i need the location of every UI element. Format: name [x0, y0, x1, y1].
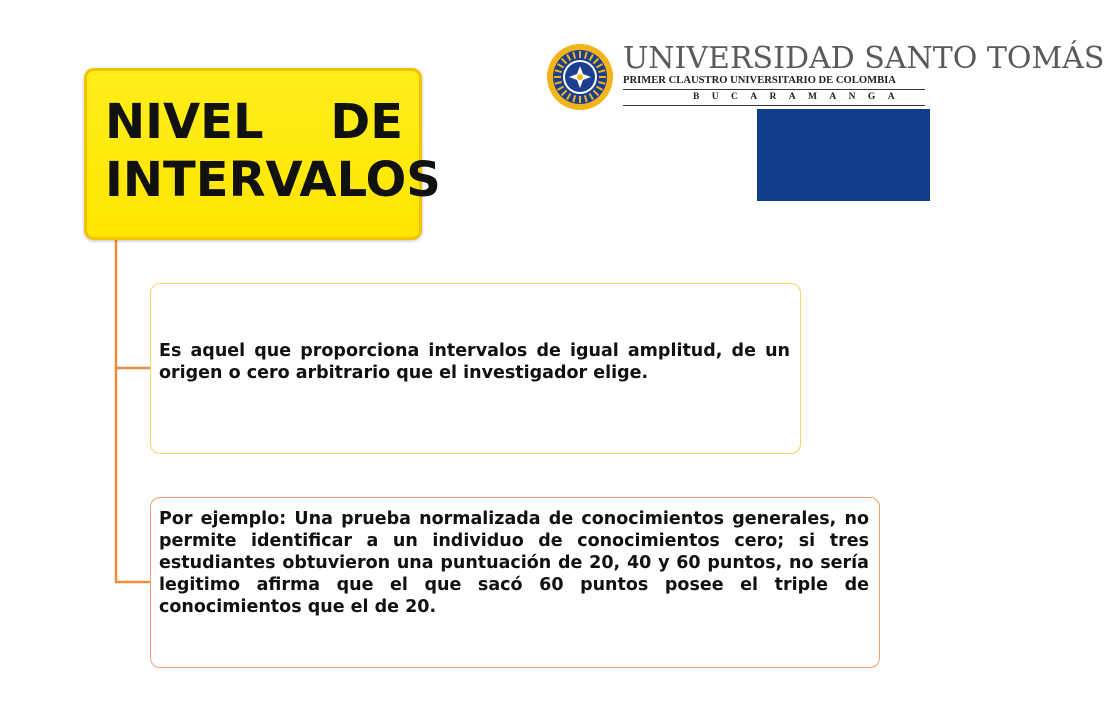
example-text: Por ejemplo: Una prueba normalizada de conocimientos generales, no permite identificar a un individuo de conocimientos cero; si tres estudiantes obtuvieron una puntuación de 20, 40 y 60 puntos, no sería legitimo afirma que el que sacó 60 puntos posee el triple de conocimientos que el de 20.: [159, 509, 869, 617]
title-word-nivel: NIVEL: [105, 94, 264, 150]
university-name: UNIVERSIDAD SANTO TOMÁS: [623, 41, 1104, 76]
page-title: [105, 93, 441, 209]
title-word-intervalos: INTERVALOS: [105, 152, 441, 208]
university-subtitle: PRIMER CLAUSTRO UNIVERSITARIO DE COLOMBIA: [623, 75, 896, 86]
definition-text: Es aquel que proporciona intervalos de igual amplitud, de un origen o cero arbitrario que el investigador elige.: [159, 341, 790, 383]
university-city: BUCARAMANGA: [693, 92, 907, 102]
definition-box: [150, 283, 801, 454]
title-word-de: DE: [330, 94, 403, 150]
example-box: [150, 497, 880, 668]
title-box: [84, 68, 441, 240]
